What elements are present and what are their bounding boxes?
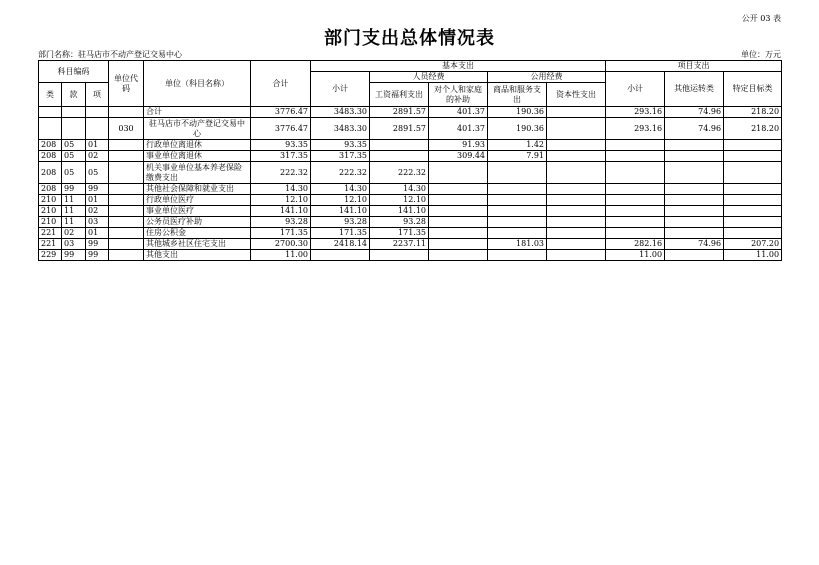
cell-specific — [724, 206, 782, 217]
table-row — [39, 140, 782, 151]
table-row — [39, 118, 782, 140]
cell-lei: 210 — [39, 217, 62, 228]
cell-xiang: 01 — [86, 195, 109, 206]
cell-individual: 401.37 — [429, 118, 488, 140]
table-row — [39, 184, 782, 195]
cell-unit-code — [109, 162, 144, 184]
header-kuan: 款 — [62, 83, 86, 107]
header-basic: 基本支出 — [311, 61, 606, 72]
cell-lei: 210 — [39, 206, 62, 217]
cell-other-transfer — [665, 228, 724, 239]
cell-basic-subtotal — [311, 250, 370, 261]
cell-other-transfer: 74.96 — [665, 118, 724, 140]
cell-unit-code — [109, 184, 144, 195]
cell-kuan: 99 — [62, 250, 86, 261]
cell-goods — [488, 162, 547, 184]
cell-basic-subtotal: 93.35 — [311, 140, 370, 151]
cell-individual: 401.37 — [429, 107, 488, 118]
header-individual: 对个人和家庭的补助 — [429, 83, 488, 107]
cell-goods — [488, 250, 547, 261]
cell-proj-subtotal — [606, 184, 665, 195]
cell-kuan: 99 — [62, 184, 86, 195]
cell-unit-code — [109, 195, 144, 206]
cell-name: 合计 — [144, 107, 251, 118]
cell-lei: 208 — [39, 140, 62, 151]
cell-goods: 181.03 — [488, 239, 547, 250]
cell-unit-code — [109, 217, 144, 228]
cell-total: 12.10 — [251, 195, 311, 206]
table-row — [39, 250, 782, 261]
cell-capital — [547, 250, 606, 261]
cell-capital — [547, 195, 606, 206]
cell-unit-code — [109, 151, 144, 162]
cell-individual: 91.93 — [429, 140, 488, 151]
cell-other-transfer — [665, 250, 724, 261]
cell-unit-code — [109, 107, 144, 118]
cell-proj-subtotal — [606, 195, 665, 206]
cell-unit-code — [109, 206, 144, 217]
cell-name: 其他城乡社区住宅支出 — [144, 239, 251, 250]
cell-total: 3776.47 — [251, 118, 311, 140]
cell-lei: 208 — [39, 184, 62, 195]
cell-xiang: 02 — [86, 151, 109, 162]
cell-basic-subtotal: 171.35 — [311, 228, 370, 239]
cell-total: 222.32 — [251, 162, 311, 184]
cell-unit-code: 030 — [109, 118, 144, 140]
unit-name: 部门名称：驻马店市不动产登记交易中心 — [38, 50, 182, 59]
cell-other-transfer: 74.96 — [665, 107, 724, 118]
cell-name: 公务员医疗补助 — [144, 217, 251, 228]
cell-capital — [547, 118, 606, 140]
cell-specific: 11.00 — [724, 250, 782, 261]
cell-total: 14.30 — [251, 184, 311, 195]
cell-goods: 7.91 — [488, 151, 547, 162]
cell-other-transfer: 74.96 — [665, 239, 724, 250]
cell-xiang: 99 — [86, 184, 109, 195]
cell-specific — [724, 140, 782, 151]
cell-total: 2700.30 — [251, 239, 311, 250]
cell-individual — [429, 239, 488, 250]
cell-wages: 2891.57 — [370, 118, 429, 140]
cell-basic-subtotal: 222.32 — [311, 162, 370, 184]
cell-kuan: 11 — [62, 217, 86, 228]
header-total: 合计 — [251, 61, 311, 107]
cell-capital — [547, 217, 606, 228]
page-title: 部门支出总体情况表 — [324, 28, 495, 49]
cell-capital — [547, 107, 606, 118]
cell-lei — [39, 118, 62, 140]
cell-proj-subtotal — [606, 140, 665, 151]
cell-basic-subtotal: 93.28 — [311, 217, 370, 228]
cell-name: 事业单位医疗 — [144, 206, 251, 217]
cell-capital — [547, 140, 606, 151]
meta-bar — [38, 49, 781, 59]
cell-individual — [429, 195, 488, 206]
cell-kuan: 03 — [62, 239, 86, 250]
cell-unit-code — [109, 228, 144, 239]
expenditure-table — [38, 60, 782, 261]
cell-xiang: 01 — [86, 140, 109, 151]
cell-proj-subtotal: 293.16 — [606, 107, 665, 118]
cell-xiang: 99 — [86, 250, 109, 261]
cell-capital — [547, 239, 606, 250]
cell-xiang: 01 — [86, 228, 109, 239]
cell-other-transfer — [665, 140, 724, 151]
cell-basic-subtotal: 3483.30 — [311, 118, 370, 140]
header-capital: 资本性支出 — [547, 83, 606, 107]
cell-wages: 2237.11 — [370, 239, 429, 250]
cell-specific — [724, 162, 782, 184]
cell-basic-subtotal: 317.35 — [311, 151, 370, 162]
unit-label: 单位：万元 — [741, 50, 781, 59]
cell-goods — [488, 217, 547, 228]
header-goods: 商品和服务支出 — [488, 83, 547, 107]
cell-specific: 207.20 — [724, 239, 782, 250]
cell-other-transfer — [665, 217, 724, 228]
table-header — [39, 61, 782, 107]
cell-name: 行政单位离退休 — [144, 140, 251, 151]
cell-xiang: 99 — [86, 239, 109, 250]
cell-total: 317.35 — [251, 151, 311, 162]
header-xiang: 项 — [86, 83, 109, 107]
cell-capital — [547, 206, 606, 217]
header-proj-subtotal: 小计 — [606, 72, 665, 107]
cell-total: 3776.47 — [251, 107, 311, 118]
header-public: 公用经费 — [488, 72, 606, 83]
cell-lei — [39, 107, 62, 118]
cell-name: 机关事业单位基本养老保险缴费支出 — [144, 162, 251, 184]
cell-wages: 14.30 — [370, 184, 429, 195]
cell-unit-code — [109, 239, 144, 250]
header-basic-subtotal: 小计 — [311, 72, 370, 107]
table-body — [39, 107, 782, 261]
cell-other-transfer — [665, 151, 724, 162]
form-code: 公开 03 表 — [741, 14, 781, 23]
cell-specific: 218.20 — [724, 107, 782, 118]
cell-name: 事业单位离退休 — [144, 151, 251, 162]
cell-other-transfer — [665, 195, 724, 206]
cell-individual — [429, 250, 488, 261]
table-row — [39, 107, 782, 118]
cell-unit-code — [109, 250, 144, 261]
cell-goods — [488, 195, 547, 206]
cell-name: 驻马店市不动产登记交易中心 — [144, 118, 251, 140]
cell-individual — [429, 184, 488, 195]
cell-name: 其他社会保障和就业支出 — [144, 184, 251, 195]
header-other-transfer: 其他运转类 — [665, 72, 724, 107]
cell-individual — [429, 217, 488, 228]
table-row — [39, 151, 782, 162]
cell-proj-subtotal — [606, 206, 665, 217]
cell-name: 住房公积金 — [144, 228, 251, 239]
cell-total: 171.35 — [251, 228, 311, 239]
cell-kuan: 05 — [62, 140, 86, 151]
cell-specific — [724, 228, 782, 239]
cell-proj-subtotal — [606, 151, 665, 162]
cell-capital — [547, 228, 606, 239]
header-wages: 工资福利支出 — [370, 83, 429, 107]
cell-specific — [724, 151, 782, 162]
cell-wages: 171.35 — [370, 228, 429, 239]
cell-basic-subtotal: 3483.30 — [311, 107, 370, 118]
cell-kuan: 02 — [62, 228, 86, 239]
cell-total: 93.35 — [251, 140, 311, 151]
cell-wages: 222.32 — [370, 162, 429, 184]
cell-individual: 309.44 — [429, 151, 488, 162]
cell-capital — [547, 151, 606, 162]
cell-lei: 208 — [39, 162, 62, 184]
cell-specific — [724, 217, 782, 228]
cell-lei: 208 — [39, 151, 62, 162]
cell-individual — [429, 206, 488, 217]
cell-kuan: 11 — [62, 195, 86, 206]
cell-xiang: 03 — [86, 217, 109, 228]
cell-wages — [370, 250, 429, 261]
header-unit-subject: 单位（科目名称） — [144, 61, 251, 107]
cell-specific — [724, 195, 782, 206]
cell-capital — [547, 184, 606, 195]
cell-proj-subtotal — [606, 228, 665, 239]
header-specific: 特定目标类 — [724, 72, 782, 107]
cell-kuan — [62, 107, 86, 118]
cell-total: 141.10 — [251, 206, 311, 217]
cell-goods: 1.42 — [488, 140, 547, 151]
cell-wages: 141.10 — [370, 206, 429, 217]
table-row — [39, 228, 782, 239]
cell-proj-subtotal: 293.16 — [606, 118, 665, 140]
table-row — [39, 217, 782, 228]
cell-other-transfer — [665, 184, 724, 195]
cell-wages: 12.10 — [370, 195, 429, 206]
cell-goods — [488, 184, 547, 195]
cell-total: 93.28 — [251, 217, 311, 228]
cell-basic-subtotal: 2418.14 — [311, 239, 370, 250]
table-row — [39, 195, 782, 206]
cell-xiang: 05 — [86, 162, 109, 184]
cell-goods: 190.36 — [488, 107, 547, 118]
cell-proj-subtotal: 282.16 — [606, 239, 665, 250]
cell-goods: 190.36 — [488, 118, 547, 140]
cell-wages: 2891.57 — [370, 107, 429, 118]
cell-basic-subtotal: 12.10 — [311, 195, 370, 206]
cell-other-transfer — [665, 206, 724, 217]
cell-basic-subtotal: 141.10 — [311, 206, 370, 217]
cell-lei: 221 — [39, 228, 62, 239]
cell-capital — [547, 162, 606, 184]
cell-total: 11.00 — [251, 250, 311, 261]
cell-name: 其他支出 — [144, 250, 251, 261]
cell-specific: 218.20 — [724, 118, 782, 140]
header-subject-code: 科目编码 — [39, 61, 109, 83]
cell-proj-subtotal — [606, 162, 665, 184]
cell-kuan — [62, 118, 86, 140]
cell-kuan: 05 — [62, 162, 86, 184]
cell-goods — [488, 228, 547, 239]
cell-specific — [724, 184, 782, 195]
header-lei: 类 — [39, 83, 62, 107]
cell-xiang — [86, 107, 109, 118]
cell-kuan: 05 — [62, 151, 86, 162]
table-row — [39, 206, 782, 217]
cell-proj-subtotal: 11.00 — [606, 250, 665, 261]
cell-lei: 221 — [39, 239, 62, 250]
cell-individual — [429, 162, 488, 184]
cell-other-transfer — [665, 162, 724, 184]
cell-goods — [488, 206, 547, 217]
cell-lei: 229 — [39, 250, 62, 261]
cell-basic-subtotal: 14.30 — [311, 184, 370, 195]
cell-lei: 210 — [39, 195, 62, 206]
table-row — [39, 239, 782, 250]
table-row — [39, 162, 782, 184]
cell-unit-code — [109, 140, 144, 151]
cell-name: 行政单位医疗 — [144, 195, 251, 206]
header-project: 项目支出 — [606, 61, 782, 72]
cell-individual — [429, 228, 488, 239]
header-unit-code: 单位代码 — [109, 61, 144, 107]
cell-wages: 93.28 — [370, 217, 429, 228]
cell-wages — [370, 151, 429, 162]
cell-proj-subtotal — [606, 217, 665, 228]
cell-xiang: 02 — [86, 206, 109, 217]
cell-xiang — [86, 118, 109, 140]
cell-wages — [370, 140, 429, 151]
cell-kuan: 11 — [62, 206, 86, 217]
header-personnel: 人员经费 — [370, 72, 488, 83]
